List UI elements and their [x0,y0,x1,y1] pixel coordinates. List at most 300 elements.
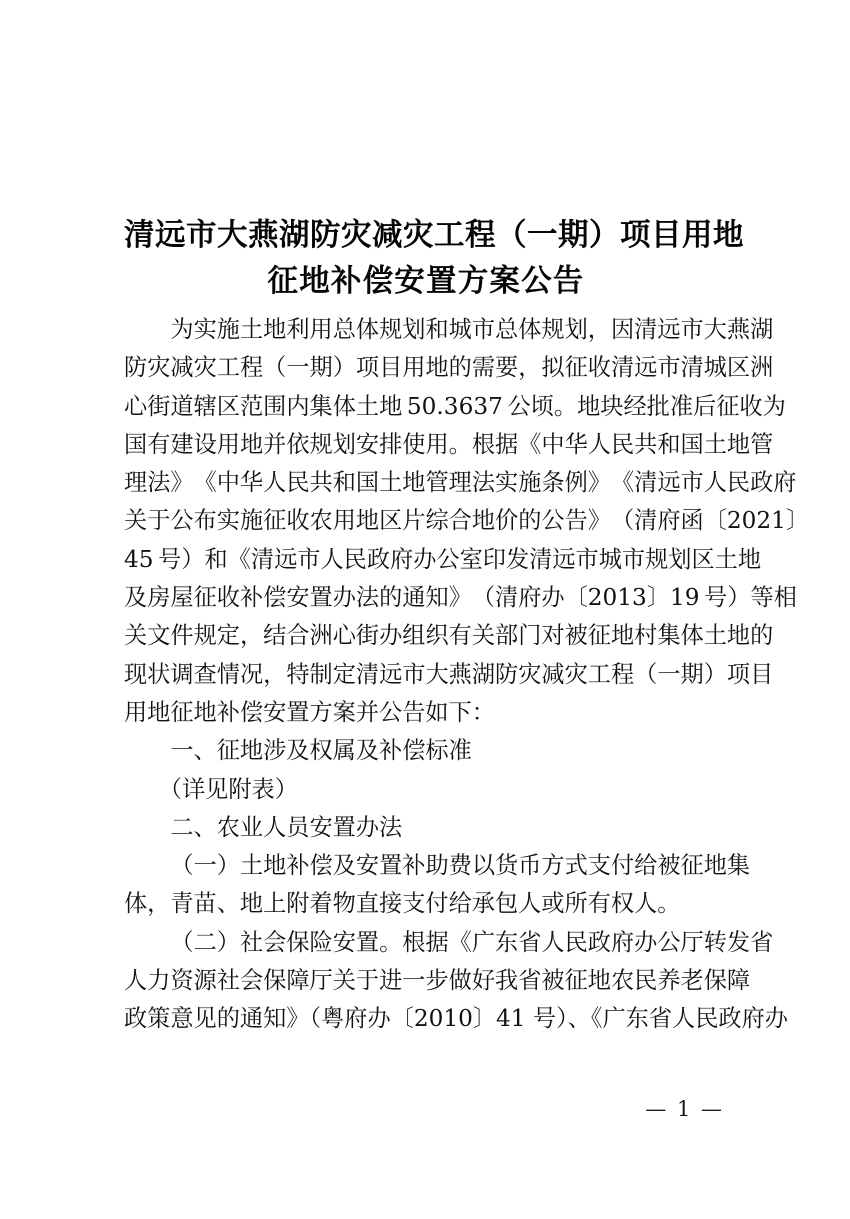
paragraph-section-two-heading [124,809,730,847]
glyph: 方 [541,852,565,880]
glyph: 减 [170,354,194,382]
glyph: 市 [657,354,681,382]
glyph: 施 [216,316,240,343]
glyph: 市 [680,469,704,497]
page-title [124,212,744,304]
glyph: 远 [657,316,681,343]
glyph: 块 [600,392,624,420]
glyph: 范 [239,392,264,420]
glyph: 办 [541,584,565,612]
glyph: 0 [421,392,437,420]
glyph: ） [703,660,727,688]
glyph: 顷 [530,392,554,420]
glyph: 置 [379,852,403,880]
glyph: ， [518,354,542,382]
glyph: 总 [495,316,519,343]
glyph: 法 [471,469,495,497]
glyph: 土 [703,622,727,650]
glyph [124,311,147,349]
body-line: 政策意见的通知》（粤府办〔2010〕41 号）、《广东省人民政府办 [124,1005,788,1033]
glyph: 减 [541,660,565,688]
glyph: 府 [610,928,635,956]
glyph: 洲 [309,622,333,650]
glyph: 步 [425,967,449,995]
glyph: 部 [495,622,519,650]
glyph: 地 [703,852,727,880]
body-line [124,656,774,694]
glyph: 心 [332,622,356,650]
glyph: 保 [286,928,310,956]
glyph: 法 [355,584,380,612]
glyph: 远 [274,545,298,573]
body-line [124,617,774,655]
glyph [124,847,147,885]
glyph: 区 [691,545,715,573]
glyph [124,924,147,962]
body-line [124,847,751,885]
glyph: 拟 [541,354,565,382]
glyph: 补 [402,852,426,880]
glyph: 3 [473,392,489,420]
glyph: 地 [425,354,449,382]
glyph: 国 [124,430,148,458]
glyph: 收 [739,392,763,420]
glyph: 人 [703,469,727,497]
body-line [124,311,774,349]
glyph: 1 [670,584,685,612]
glyph: 大 [425,660,449,688]
glyph: 根 [402,928,426,956]
glyph: 清 [634,316,658,343]
glyph: 办 [332,584,356,612]
glyph: 1 [617,584,633,612]
glyph: 地 [737,545,762,573]
glyph: 土 [379,469,403,497]
glyph: （ [610,507,635,535]
glyph: 社 [239,928,264,956]
glyph: 为 [170,316,194,343]
glyph: 会 [263,928,287,956]
glyph: 6 [458,392,474,420]
glyph: 民 [343,545,367,573]
glyph: 土 [703,430,727,458]
glyph: （ [170,852,194,880]
glyph: 规 [541,316,565,343]
glyph: 区 [379,507,403,535]
paragraph-section-one-note [124,771,730,809]
glyph: 和 [657,430,681,458]
glyph: 要 [495,354,519,382]
glyph: 付 [610,852,635,880]
glyph: 使 [402,430,426,458]
glyph: . [436,392,444,420]
glyph: 和 [425,316,449,343]
glyph: 好 [471,967,495,995]
body-line [124,502,810,540]
glyph: 市 [621,545,646,573]
glyph: 的 [379,584,403,612]
glyph: 国 [680,430,704,458]
glyph: 有 [147,430,171,458]
glyph: 国 [355,469,380,497]
glyph: 。 [553,392,578,420]
glyph: 的 [518,507,542,535]
glyph: 体 [355,316,380,343]
glyph: 合 [286,622,310,650]
glyph: 道 [170,392,194,420]
glyph: 并 [263,430,287,458]
glyph: 市 [680,316,704,343]
glyph: 一 [402,967,426,995]
glyph: 厅 [680,928,704,956]
glyph: 布 [193,507,217,535]
glyph: （ [471,584,495,612]
glyph: 实 [495,469,519,497]
glyph: 征 [716,392,740,420]
glyph: 地 [726,622,751,650]
glyph: 工 [216,354,240,382]
glyph: 体 [518,316,542,343]
glyph: 集 [309,392,333,420]
glyph [147,924,170,962]
glyph: 告 [564,507,588,535]
glyph: 民 [726,469,751,497]
glyph: 规 [379,316,403,343]
glyph: 偿 [309,852,333,880]
glyph: 例 [564,469,588,497]
body-line [124,426,774,464]
glyph: ） [216,928,240,956]
glyph: 目 [750,660,774,688]
glyph: 的 [448,354,472,382]
glyph: 条 [541,469,565,497]
glyph: 中 [216,469,240,497]
glyph: 施 [239,507,264,535]
glyph: 特 [286,660,310,688]
glyph: 印 [482,545,506,573]
glyph: 厅 [309,967,333,995]
glyph: 省 [750,928,774,956]
glyph: 防 [495,660,519,688]
glyph: 对 [541,622,565,650]
glyph: 清 [610,354,635,382]
glyph: 式 [564,852,588,880]
glyph: 地 [610,622,635,650]
glyph: 中 [541,430,565,458]
glyph: 险 [309,928,333,956]
glyph: 需 [471,354,495,382]
glyph: 围 [263,392,287,420]
glyph: 一 [286,354,310,382]
glyph: 偿 [263,584,287,612]
paragraph-section-one-heading [124,732,730,770]
body-line: （详见附表） [124,775,298,803]
glyph: 征 [564,354,588,382]
body-line: 二、农业人员安置办法 [124,813,403,841]
glyph: 人 [124,967,148,995]
glyph: 经 [623,392,647,420]
glyph: 支 [587,852,611,880]
glyph: 市 [402,660,426,688]
glyph: 《 [610,469,635,497]
glyph: 准 [669,392,693,420]
glyph: 况 [239,660,264,688]
glyph: 一 [657,660,681,688]
glyph: 湖 [471,660,495,688]
glyph: 公 [541,507,565,535]
glyph: 防 [124,354,148,382]
body-line [124,349,774,387]
glyph: 划 [332,430,356,458]
glyph: 实 [216,507,240,535]
glyph [147,847,170,885]
glyph: （ [263,354,287,382]
glyph: 会 [239,967,264,995]
glyph: 0 [741,507,757,535]
glyph: 程 [610,660,635,688]
glyph: 府 [518,584,542,612]
glyph: 政 [366,545,391,573]
glyph: 共 [634,430,658,458]
glyph: 施 [518,469,542,497]
glyph: 安 [286,584,310,612]
glyph: 老 [680,967,704,995]
glyph: 障 [726,967,751,995]
glyph: 划 [564,316,588,343]
glyph: 市 [471,316,495,343]
glyph: 定 [332,660,356,688]
glyph: 省 [518,928,542,956]
glyph: 价 [495,507,519,535]
glyph: 土 [355,392,380,420]
glyph: 远 [552,545,576,573]
glyph: 收 [286,507,310,535]
glyph: 《 [227,545,251,573]
glyph: 区 [216,392,240,420]
glyph: 合 [448,507,472,535]
glyph: 实 [193,316,217,343]
glyph: 清 [680,354,704,382]
glyph: 通 [402,584,426,612]
glyph: 地 [263,316,287,343]
glyph: 》 [170,469,194,497]
glyph: 人 [587,430,611,458]
glyph: 组 [402,622,426,650]
body-line [124,579,797,617]
glyph: 地 [355,507,380,535]
glyph: 房 [147,584,171,612]
glyph: 心 [124,392,148,420]
glyph: 关 [332,967,356,995]
glyph: 灾 [193,354,217,382]
glyph: 3 [632,584,647,612]
glyph: 街 [355,622,380,650]
glyph: 政 [587,928,611,956]
glyph: 结 [263,622,287,650]
glyph: 发 [505,545,530,573]
glyph: 补 [239,584,264,612]
glyph: 于 [355,967,380,995]
page-title-line-1: 清远市大燕湖防灾减灾工程（一期）项目用地 [124,217,744,254]
glyph: 政 [750,469,774,497]
glyph: 管 [425,469,449,497]
glyph: 收 [587,354,611,382]
glyph: 项 [726,660,751,688]
glyph: 因 [610,316,635,343]
glyph: 及 [332,852,356,880]
glyph: 安 [332,928,356,956]
glyph: 屋 [170,584,194,612]
glyph: 体 [680,622,704,650]
glyph: 币 [518,852,542,880]
glyph: 我 [495,967,519,995]
document-body [124,311,810,1039]
glyph: 文 [147,622,171,650]
glyph: ） [181,545,205,573]
glyph: 状 [147,660,171,688]
glyph: 综 [425,507,449,535]
glyph: 3 [443,392,459,420]
glyph: 织 [425,622,449,650]
glyph: 补 [286,852,310,880]
body-line: 用地征地补偿安置方案并公告如下： [124,698,495,726]
glyph: 源 [193,967,217,995]
glyph: ） [216,852,240,880]
glyph: 人 [541,928,565,956]
glyph: 城 [448,316,472,343]
glyph: 用 [425,430,449,458]
glyph: ， [263,660,287,688]
glyph: 湖 [750,316,774,343]
glyph: 府 [390,545,414,573]
glyph: 据 [425,928,449,956]
glyph: 民 [634,967,658,995]
glyph: 理 [124,469,148,497]
glyph: 障 [286,967,310,995]
glyph: 依 [286,430,310,458]
glyph: 0 [602,584,618,612]
glyph: 函 [680,507,704,535]
glyph: 设 [193,430,217,458]
page-number: — 1 — [645,1097,724,1121]
glyph: 保 [263,967,287,995]
glyph: 给 [634,852,658,880]
glyph: 费 [448,852,472,880]
body-line [124,388,786,426]
body-line [124,924,774,962]
glyph: 《 [193,469,217,497]
glyph: 办 [379,622,403,650]
glyph: 华 [564,430,588,458]
body-line [124,464,797,502]
glyph: 征 [587,622,611,650]
glyph: 法 [147,469,171,497]
glyph: 等 [750,584,774,612]
glyph: 征 [263,507,287,535]
glyph: 规 [645,545,669,573]
glyph: 规 [193,622,217,650]
glyph: 城 [598,545,622,573]
glyph: 门 [518,622,542,650]
glyph: 土 [714,545,738,573]
glyph: 城 [703,354,727,382]
glyph: 理 [448,469,472,497]
glyph: 》 [587,507,611,535]
glyph: 查 [193,660,217,688]
glyph: 室 [459,545,483,573]
glyph: 地 [239,430,264,458]
glyph: 关 [124,507,148,535]
glyph: 公 [657,928,681,956]
glyph: 远 [657,469,681,497]
glyph: 远 [379,660,403,688]
glyph: 征 [193,584,217,612]
glyph: 公 [170,507,194,535]
glyph: 广 [471,928,495,956]
glyph: 。 [448,430,472,458]
glyph: 灾 [518,660,542,688]
glyph: 发 [726,928,751,956]
glyph: 排 [379,430,403,458]
glyph: 相 [773,584,797,612]
glyph: 制 [309,660,333,688]
glyph: 地 [402,469,426,497]
glyph: 体 [332,392,356,420]
glyph: 共 [309,469,333,497]
glyph: 〔 [564,584,588,612]
glyph: （ [634,660,658,688]
glyph: 收 [216,584,240,612]
glyph: 辖 [193,392,217,420]
body-line: 体，青苗、地上附着物直接支付给承包人或所有权人。 [124,890,681,918]
glyph: 灾 [564,660,588,688]
glyph: 地 [587,967,611,995]
glyph: 进 [379,967,403,995]
glyph: 总 [332,316,356,343]
glyph: 于 [147,507,171,535]
glyph: ， [587,316,611,343]
glyph: 号 [158,545,182,573]
glyph: 清 [529,545,553,573]
glyph: 用 [332,507,356,535]
glyph: 划 [402,316,426,343]
glyph: 清 [495,584,519,612]
glyph: 地 [263,852,287,880]
glyph: 划 [668,545,692,573]
glyph: 关 [471,622,495,650]
glyph: 7 [488,392,503,420]
glyph: 市 [297,545,321,573]
glyph: 府 [657,507,681,535]
glyph: 规 [309,430,333,458]
glyph: 现 [124,660,148,688]
glyph: 村 [634,622,658,650]
glyph: 人 [263,469,287,497]
glyph: 建 [170,430,194,458]
glyph: 《 [518,430,542,458]
glyph: 公 [507,392,531,420]
glyph: 后 [693,392,717,420]
glyph: 东 [495,928,519,956]
glyph: 力 [147,967,171,995]
glyph: 办 [413,545,437,573]
glyph: 远 [634,354,658,382]
glyph: 置 [309,584,333,612]
glyph: 征 [564,967,588,995]
glyph: 做 [448,967,472,995]
glyph: 被 [657,852,681,880]
glyph: 内 [286,392,310,420]
